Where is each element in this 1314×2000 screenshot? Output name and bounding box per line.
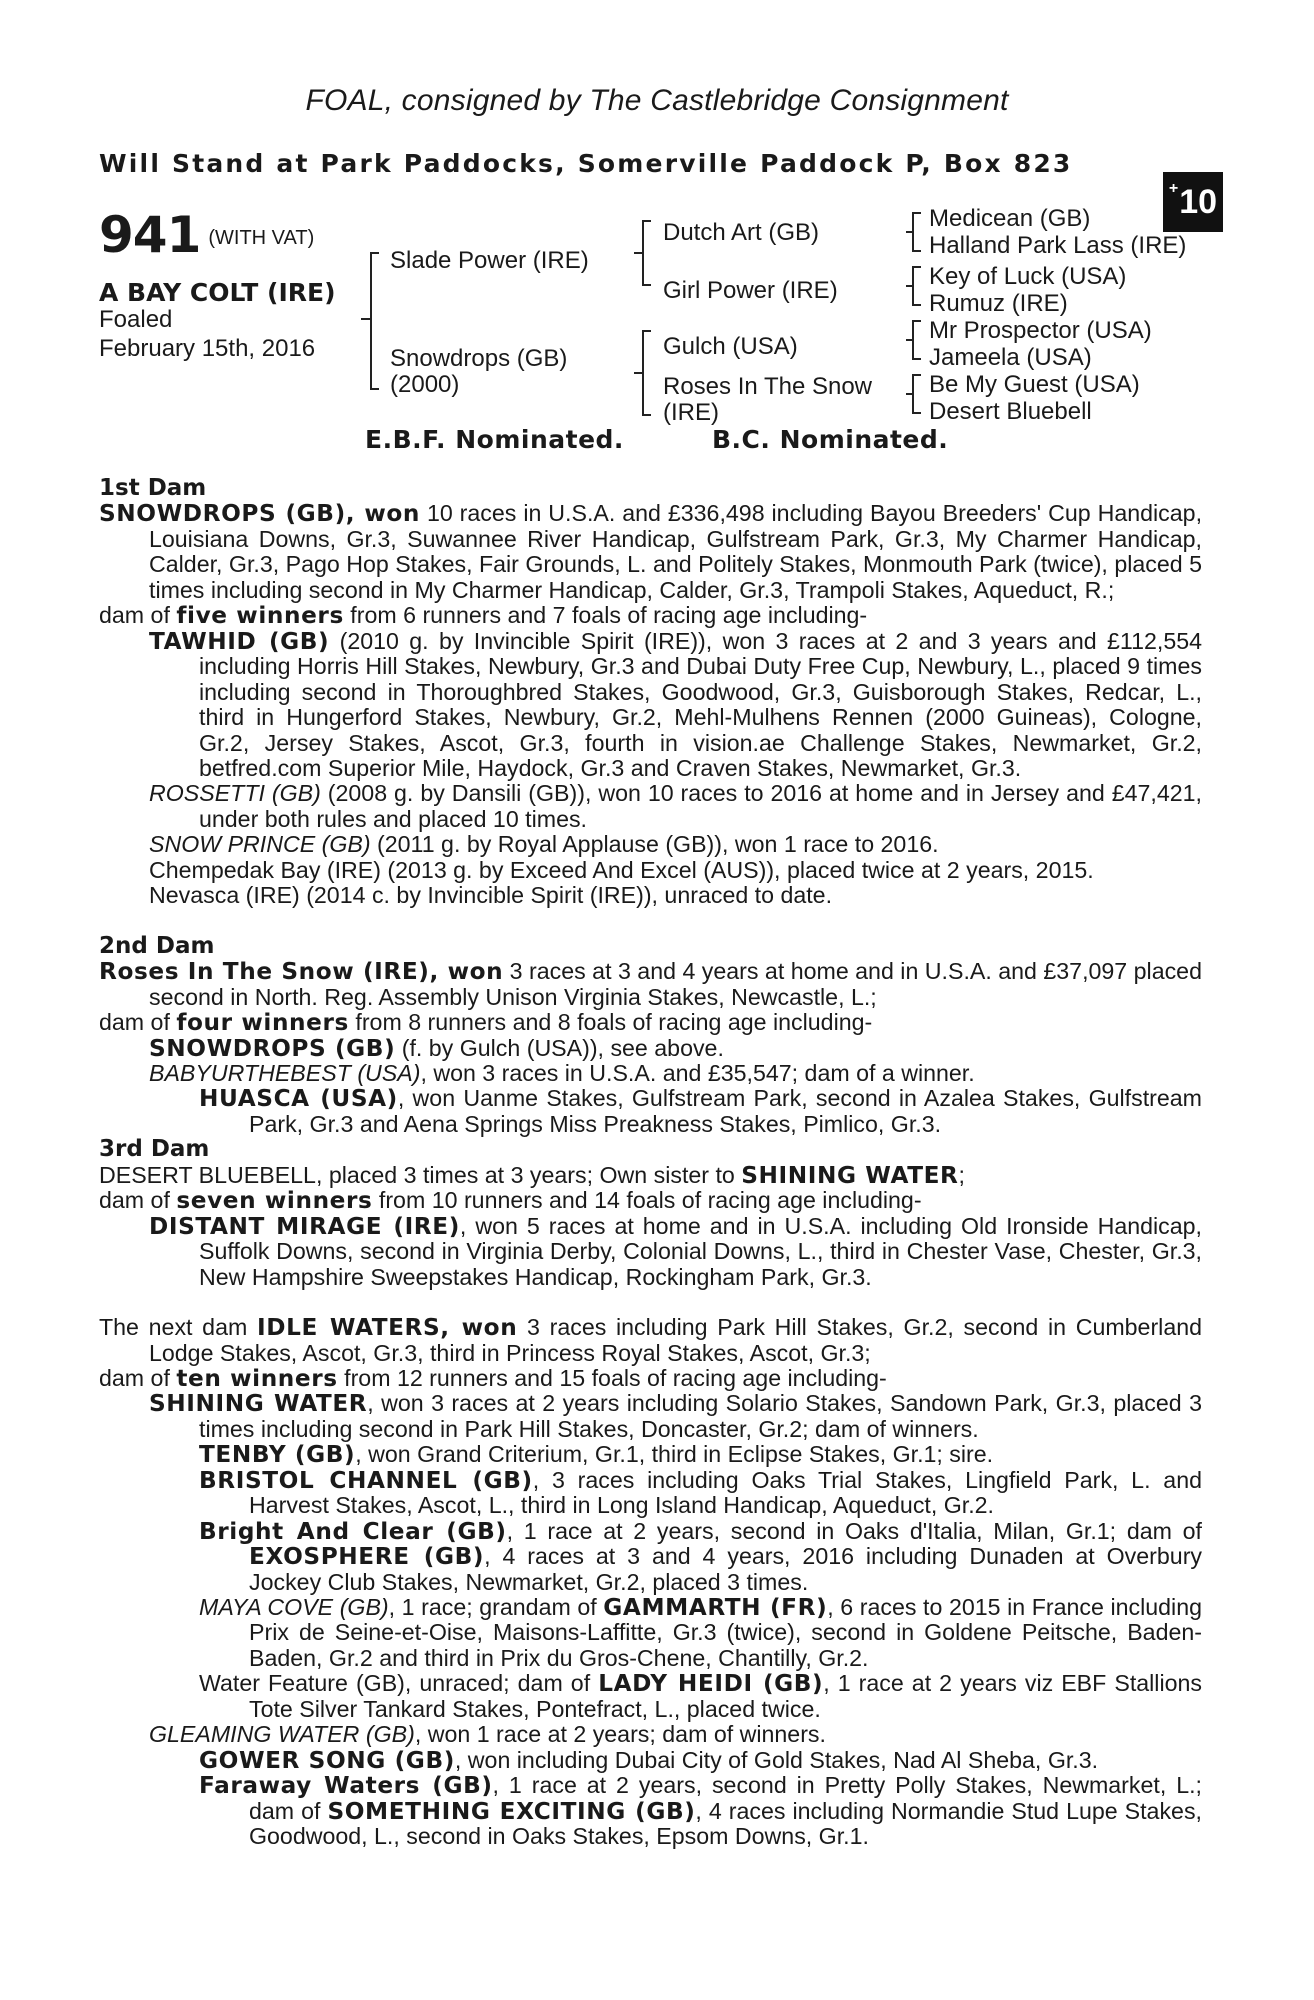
pedigree-dam-dam-suffix: (IRE) [663,399,719,426]
bc-nominated: B.C. Nominated. [712,425,949,454]
progeny-nevasca: Nevasca (IRE) (2014 c. by Invincible Spirit (IRE)), unraced to date. [149,882,833,909]
badge-sup: + [1168,180,1179,197]
first-dam-produce: dam of five winners from 6 runners and 7 foals of racing age including- [99,602,868,630]
progeny-snowdrops: SNOWDROPS (GB) (f. by Gulch (USA)), see above. [149,1034,724,1062]
progeny-huasca: HUASCA (USA), won Uanme Stakes, Gulfstream Park, second in Azalea Stakes, Gulfstream Park, Gr.3 and Aena Springs Miss Preakness Stakes, Pimlico, Gr.3. [199,1085,1202,1137]
progeny-bristol-channel: BRISTOL CHANNEL (GB), 3 races including Oaks Trial Stakes, Lingfield Park, L. and Harvest Stakes, Ascot, L., third in Long Island Handicap, Aqueduct, Gr.2. [199,1466,1202,1519]
progeny-faraway-waters: Faraway Waters (GB), 1 race at 2 years, second in Pretty Polly Stakes, Newmarket, L.; dam of SOMETHING EXCITING (GB), 4 races including Normandie Stud Lupe Stakes, Goodwood, L., second in Oaks Stakes, Epsom Downs, Gr.1. [199,1772,1202,1850]
stand-location: Will Stand at Park Paddocks, Somerville Paddock P, Box 823 [99,149,1073,178]
first-dam-record: SNOWDROPS (GB), won 10 races in U.S.A. and £336,498 including Bayou Breeders' Cup Handicap, Louisiana Downs, Gr.3, Suwannee River Handicap, Gulfstream Park, Gr.3, My Charmer Handicap, Calder, Gr.3, Pago Hop Stakes, Fair Grounds, L. and Politely Stakes, Monmouth Park (twice), placed 5 times including second in My Charmer Handicap, Calder, Gr.3, Trampoli Stakes, Aqueduct, R.; [99,500,1203,603]
progeny-shining-water: SHINING WATER, won 3 races at 2 years including Solario Stakes, Sandown Park, Gr.3, placed 3 times including second in Park Hill Stakes, Doncaster, Gr.2; dam of winners. [149,1390,1202,1442]
next-dam-record: The next dam IDLE WATERS, won 3 races including Park Hill Stakes, Gr.2, second in Cumberland Lodge Stakes, Ascot, Gr.3, third in Princess Royal Stakes, Ascot, Gr.3; [99,1314,1203,1366]
pedigree-dam-sire: Gulch (USA) [663,333,798,360]
pedigree-g2: Halland Park Lass (IRE) [929,232,1187,259]
third-dam-record: DESERT BLUEBELL, placed 3 times at 3 years; Own sister to SHINING WATER; [99,1161,965,1189]
lot-name: A BAY COLT (IRE) [99,278,336,307]
progeny-gleaming-water: GLEAMING WATER (GB), won 1 race at 2 years; dam of winners. [149,1721,826,1748]
pedigree-dam-year: (2000) [390,371,460,398]
pedigree-dam-dam-name: Roses In The Snow [663,373,873,400]
lot-number: 941 [99,206,201,264]
pedigree-dam-name: Snowdrops (GB) [390,345,568,372]
pedigree-g4: Rumuz (IRE) [929,290,1068,317]
next-dam-produce: dam of ten winners from 12 runners and 15 foals of racing age including- [99,1364,887,1392]
ebf-nominated: E.B.F. Nominated. [365,425,624,454]
page-title: FOAL, consigned by The Castlebridge Consignment [305,84,1009,117]
lot-number-block [99,206,314,264]
pedigree-g6: Jameela (USA) [929,344,1092,371]
pedigree-g1: Medicean (GB) [929,205,1091,232]
lot-badge [1163,172,1223,232]
progeny-distant-mirage: DISTANT MIRAGE (IRE), won 5 races at home and in U.S.A. including Old Ironside Handicap, Suffolk Downs, second in Virginia Derby, Colonial Downs, L., third in Chester Vase, Chester, Gr.3, New Hampshire Sweepstakes Handicap, Rockingham Park, Gr.3. [149,1212,1202,1290]
produce-record [99,476,1202,1850]
foaled-info [99,305,315,363]
third-dam-heading: 3rd Dam [99,1136,210,1163]
progeny-gower-song: GOWER SONG (GB), won including Dubai City of Gold Stakes, Nad Al Sheba, Gr.3. [199,1746,1099,1774]
progeny-chempedak: Chempedak Bay (IRE) (2013 g. by Exceed And Excel (AUS)), placed twice at 2 years, 2015. [149,856,1094,883]
pedigree-sire-sire: Dutch Art (GB) [663,219,820,246]
first-dam-heading: 1st Dam [99,475,207,501]
pedigree-sire-dam: Girl Power (IRE) [663,277,838,304]
lot-vat: (WITH VAT) [208,227,315,249]
progeny-bright-and-clear: Bright And Clear (GB), 1 race at 2 years, second in Oaks d'Italia, Milan, Gr.1; dam of EXOSPHERE (GB), 4 races at 3 and 4 years, 2016 including Dunaden at Overbury Jockey Club Stakes, Newmarket, Gr.2, placed 3 times. [199,1517,1203,1595]
pedigree-sire: Slade Power (IRE) [390,247,589,274]
pedigree-g5: Mr Prospector (USA) [929,317,1152,344]
pedigree-dam [390,346,567,398]
progeny-babyurthebest: BABYURTHEBEST (USA), won 3 races in U.S.A. and £35,547; dam of a winner. [149,1059,975,1086]
progeny-rossetti: ROSSETTI (GB) (2008 g. by Dansili (GB)), won 10 races to 2016 at home and in Jersey and £47,421, under both rules and placed 10 times. [149,780,1202,832]
second-dam-heading: 2nd Dam [99,932,215,959]
second-dam-produce: dam of four winners from 8 runners and 8 foals of racing age including- [99,1009,873,1037]
progeny-snow-prince: SNOW PRINCE (GB) (2011 g. by Royal Applause (GB)), won 1 race to 2016. [149,831,939,858]
foaled-label: Foaled [99,306,173,333]
progeny-tenby: TENBY (GB), won Grand Criterium, Gr.1, third in Eclipse Stakes, Gr.1; sire. [199,1441,994,1469]
pedigree-dam-dam [663,374,872,426]
progeny-water-feature: Water Feature (GB), unraced; dam of LADY HEIDI (GB), 1 race at 2 years viz EBF Stallions Tote Silver Tankard Stakes, Pontefract, L., placed twice. [199,1670,1202,1722]
pedigree-g8: Desert Bluebell [929,398,1092,425]
second-dam-record: Roses In The Snow (IRE), won 3 races at 3 and 4 years at home and in U.S.A. and £37,097 placed second in North. Reg. Assembly Unison Virginia Stakes, Newcastle, L.; [99,958,1202,1010]
pedigree-g7: Be My Guest (USA) [929,371,1140,398]
pedigree-g3: Key of Luck (USA) [929,263,1127,290]
progeny-maya-cove: MAYA COVE (GB), 1 race; grandam of GAMMARTH (FR), 6 races to 2015 in France including Prix de Seine-et-Oise, Maisons-Laffitte, Gr.3 (twice), second in Goldene Peitsche, Baden-Baden, Gr.2 and third in Prix du Gros-Chene, Chantilly, Gr.2. [199,1594,1202,1671]
badge-number: 10 [1179,182,1218,221]
progeny-tawhid: TAWHID (GB) (2010 g. by Invincible Spirit (IRE)), won 3 races at 2 and 3 years and £112,554 including Horris Hill Stakes, Newbury, Gr.3 and Dubai Duty Free Cup, Newbury, L., placed 9 times including second in Thoroughbred Stakes, Goodwood, Gr.3, Guisborough Stakes, Redcar, L., third in Hungerford Stakes, Newbury, Gr.2, Mehl-Mulhens Rennen (2000 Guineas), Cologne, Gr.2, Jersey Stakes, Ascot, Gr.3, fourth in vision.ae Challenge Stakes, Newmarket, Gr.2, betfred.com Superior Mile, Haydock, Gr.3 and Craven Stakes, Newmarket, Gr.3. [149,627,1203,781]
foaled-date: February 15th, 2016 [99,335,316,362]
third-dam-produce: dam of seven winners from 10 runners and 14 foals of racing age including- [99,1187,922,1215]
